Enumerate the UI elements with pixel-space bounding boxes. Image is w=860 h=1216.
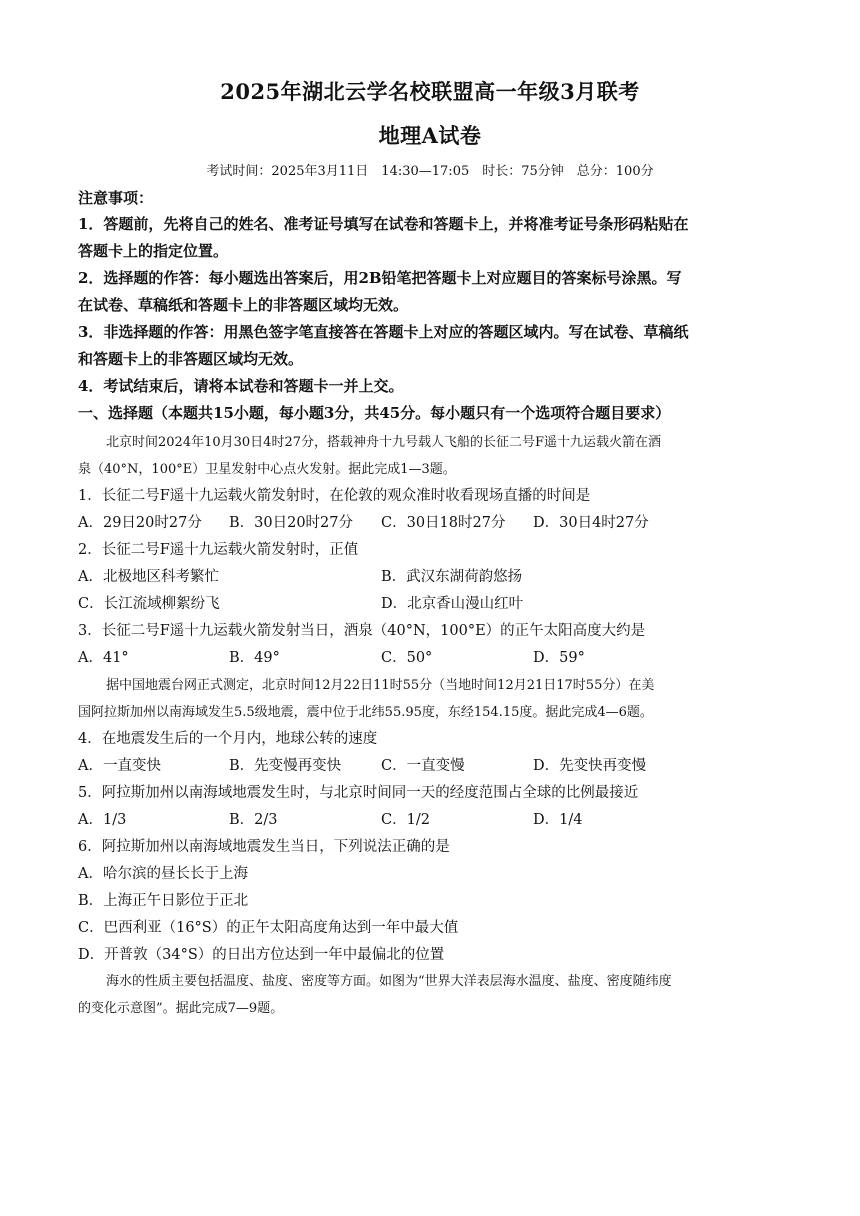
option-c: C．30日18时27分 <box>381 515 506 531</box>
option-c: C．1/2 <box>381 812 430 828</box>
option-c: C．50° <box>381 650 433 666</box>
question-2-stem: 2．长征二号F遥十九运载火箭发射时，正值 <box>78 542 359 558</box>
option-d: D．开普敦（34°S）的日出方位达到一年中最偏北的位置 <box>78 947 445 963</box>
option-a: A．29日20时27分 <box>78 515 202 531</box>
exam-title: 2025年湖北云学名校联盟高一年级3月联考 <box>220 79 640 104</box>
notice-item: 和答题卡上的非答题区域均无效。 <box>78 350 304 368</box>
option-c: C．长江流域柳絮纷飞 <box>78 596 220 612</box>
material-line: 泉（40°N，100°E）卫星发射中心点火发射。据此完成1—3题。 <box>78 462 456 477</box>
exam-subtitle: 地理A试卷 <box>378 123 482 148</box>
notice-item: 3．非选择题的作答：用黑色签字笔直接答在答题卡上对应的答题区域内。写在试卷、草稿纸 <box>78 323 689 341</box>
option-c: C．一直变慢 <box>381 758 465 774</box>
material-line: 的变化示意图”。据此完成7—9题。 <box>78 1001 284 1016</box>
option-a: A．北极地区科考繁忙 <box>78 569 219 585</box>
option-b: B．武汉东湖荷韵悠扬 <box>381 569 523 585</box>
option-b: B．上海正午日影位于正北 <box>78 893 249 909</box>
notice-item: 在试卷、草稿纸和答题卡上的非答题区域均无效。 <box>78 296 409 314</box>
material-line: 海水的性质主要包括温度、盐度、密度等方面。如图为“世界大洋表层海水温度、盐度、密度随纬度 <box>106 974 672 989</box>
option-d: D．59° <box>533 650 585 666</box>
option-a: A．1/3 <box>78 812 127 828</box>
question-6-stem: 6．阿拉斯加州以南海域地震发生当日，下列说法正确的是 <box>78 839 450 855</box>
notice-item: 4．考试结束后，请将本试卷和答题卡一并上交。 <box>78 377 404 395</box>
question-5-stem: 5．阿拉斯加州以南海域地震发生时，与北京时间同一天的经度范围占全球的比例最接近 <box>78 785 639 801</box>
option-b: B．2/3 <box>229 812 278 828</box>
notice-item: 答题卡上的指定位置。 <box>78 242 229 260</box>
option-d: D．30日4时27分 <box>533 515 649 531</box>
option-d: D．北京香山漫山红叶 <box>381 596 524 612</box>
question-3-stem: 3．长征二号F遥十九运载火箭发射当日，酒泉（40°N，100°E）的正午太阳高度大约是 <box>78 623 646 639</box>
material-line: 据中国地震台网正式测定，北京时间12月22日11时55分（当地时间12月21日17时55分）在美 <box>106 678 655 693</box>
exam-info: 考试时间：2025年3月11日 14:30—17:05 时长：75分钟 总分：100分 <box>206 164 654 179</box>
option-d: D．1/4 <box>533 812 583 828</box>
notice-item: 1．答题前，先将自己的姓名、准考证号填写在试卷和答题卡上，并将准考证号条形码粘贴在 <box>78 215 689 233</box>
option-a: A．一直变快 <box>78 758 161 774</box>
option-b: B．先变慢再变快 <box>229 758 342 774</box>
material-line: 北京时间2024年10月30日4时27分，搭载神舟十九号载人飞船的长征二号F遥十九运载火箭在酒 <box>106 435 662 450</box>
option-b: B．49° <box>229 650 280 666</box>
question-4-stem: 4．在地震发生后的一个月内，地球公转的速度 <box>78 731 378 747</box>
option-a: A．41° <box>78 650 129 666</box>
notice-heading: 注意事项： <box>78 189 154 207</box>
option-b: B．30日20时27分 <box>229 515 354 531</box>
question-1-stem: 1．长征二号F遥十九运载火箭发射时，在伦敦的观众准时收看现场直播的时间是 <box>78 488 591 504</box>
notice-item: 2．选择题的作答：每小题选出答案后，用2B铅笔把答题卡上对应题目的答案标号涂黑。写 <box>78 269 682 287</box>
option-d: D．先变快再变慢 <box>533 758 647 774</box>
section-heading: 一、选择题（本题共15小题，每小题3分，共45分。每小题只有一个选项符合题目要求） <box>78 404 671 422</box>
material-line: 国阿拉斯加州以南海域发生5.5级地震，震中位于北纬55.95度，东经154.15度。据此完成4—6题。 <box>78 705 653 720</box>
option-c: C．巴西利亚（16°S）的正午太阳高度角达到一年中最大值 <box>78 920 459 936</box>
option-a: A．哈尔滨的昼长长于上海 <box>78 866 248 882</box>
